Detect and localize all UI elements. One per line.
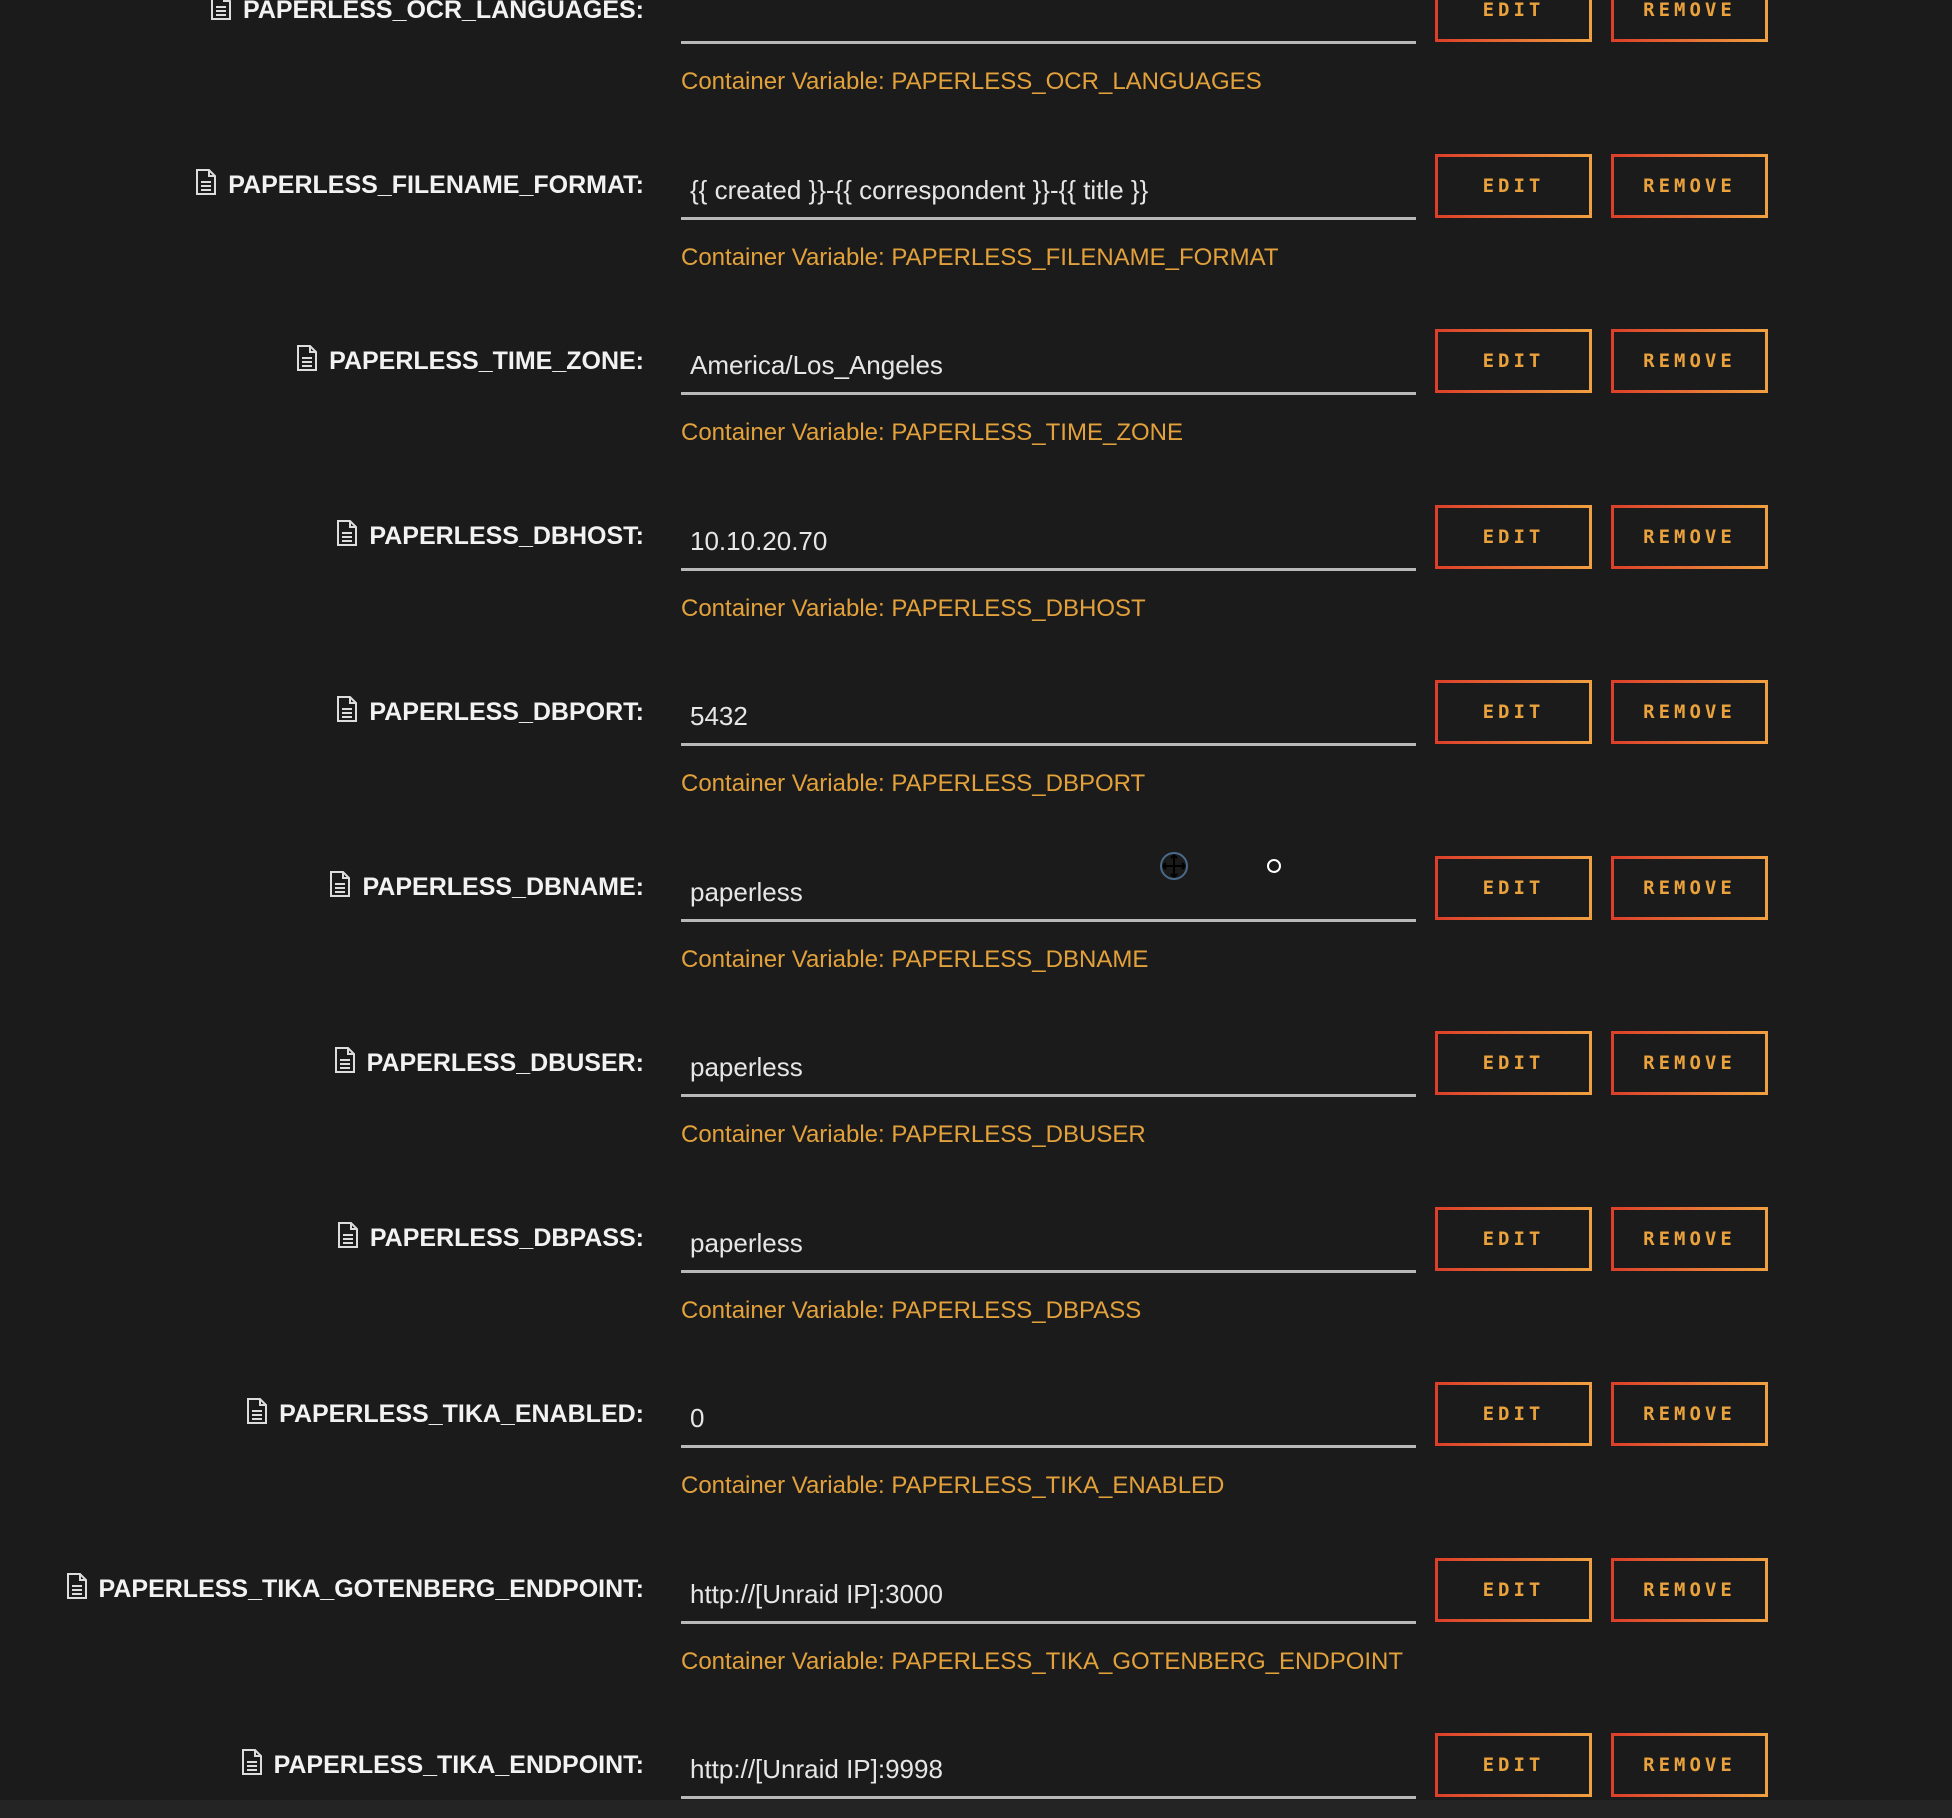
remove-button[interactable]: REMOVE xyxy=(1611,505,1768,569)
variable-value-input[interactable]: 5432 xyxy=(681,690,1416,746)
variable-label xyxy=(65,1574,644,1606)
variable-name: PAPERLESS_DBNAME: xyxy=(362,873,644,901)
variable-label xyxy=(335,696,644,728)
edit-button[interactable]: EDIT xyxy=(1435,1733,1592,1797)
variable-value-input[interactable]: http://[Unraid IP]:9998 xyxy=(681,1743,1416,1799)
bottom-bar xyxy=(0,1800,1952,1818)
variable-name: PAPERLESS_DBPORT: xyxy=(369,697,644,726)
variable-value-input[interactable] xyxy=(681,0,1416,44)
remove-button[interactable]: REMOVE xyxy=(1611,680,1768,744)
remove-button[interactable]: REMOVE xyxy=(1611,1207,1768,1271)
container-variable-hint: Container Variable: PAPERLESS_DBNAME xyxy=(681,945,1149,973)
variable-name: PAPERLESS_TIKA_ENABLED: xyxy=(279,1399,644,1428)
pointer-circle-icon xyxy=(1266,858,1282,879)
variable-name: PAPERLESS_TIME_ZONE: xyxy=(329,346,644,375)
remove-button[interactable]: REMOVE xyxy=(1611,0,1768,42)
document-icon xyxy=(245,1397,269,1432)
variable-name: PAPERLESS_DBUSER: xyxy=(366,1048,644,1077)
document-icon xyxy=(209,0,233,28)
edit-button[interactable]: EDIT xyxy=(1435,154,1592,218)
move-cursor-icon xyxy=(1159,851,1189,886)
document-icon xyxy=(295,344,319,379)
container-variable-hint: Container Variable: PAPERLESS_TIKA_ENABLED xyxy=(681,1472,1225,1499)
remove-button[interactable]: REMOVE xyxy=(1611,1558,1768,1622)
variable-value-input[interactable]: http://[Unraid IP]:3000 xyxy=(681,1568,1416,1624)
remove-button[interactable]: REMOVE xyxy=(1611,1031,1768,1095)
container-variable-hint: Container Variable: PAPERLESS_TIME_ZONE xyxy=(681,419,1183,446)
variable-label xyxy=(335,521,644,553)
variable-label xyxy=(295,345,644,377)
document-icon xyxy=(240,1748,264,1783)
edit-button[interactable]: EDIT xyxy=(1435,0,1592,42)
container-variable-hint: Container Variable: PAPERLESS_DBPASS xyxy=(681,1296,1142,1324)
container-variable-hint: Container Variable: PAPERLESS_FILENAME_FORMAT xyxy=(681,243,1279,271)
edit-button[interactable]: EDIT xyxy=(1435,1558,1592,1622)
variable-label xyxy=(328,872,644,904)
variable-value-input[interactable]: paperless xyxy=(681,866,1416,922)
document-icon xyxy=(328,870,352,905)
edit-button[interactable]: EDIT xyxy=(1435,329,1592,393)
variable-value-input[interactable]: 10.10.20.70 xyxy=(681,515,1416,571)
container-variable-hint: Container Variable: PAPERLESS_OCR_LANGUAGES xyxy=(681,68,1262,95)
container-variable-hint: Container Variable: PAPERLESS_TIKA_GOTENBERG_ENDPOINT xyxy=(681,1647,1404,1675)
document-icon xyxy=(335,519,359,554)
container-variable-hint: Container Variable: PAPERLESS_DBUSER xyxy=(681,1121,1146,1148)
remove-button[interactable]: REMOVE xyxy=(1611,856,1768,920)
variable-name: PAPERLESS_DBHOST: xyxy=(369,522,644,550)
remove-button[interactable]: REMOVE xyxy=(1611,329,1768,393)
document-icon xyxy=(335,695,359,730)
variable-label xyxy=(245,1398,644,1430)
remove-button[interactable]: REMOVE xyxy=(1611,154,1768,218)
variable-name: PAPERLESS_DBPASS: xyxy=(369,1224,644,1252)
variable-name: PAPERLESS_TIKA_ENDPOINT: xyxy=(273,1750,644,1779)
edit-button[interactable]: EDIT xyxy=(1435,1031,1592,1095)
container-variable-hint: Container Variable: PAPERLESS_DBHOST xyxy=(681,594,1146,622)
variable-label xyxy=(209,0,644,26)
document-icon xyxy=(65,1572,89,1607)
edit-button[interactable]: EDIT xyxy=(1435,505,1592,569)
variable-label xyxy=(194,170,644,202)
edit-button[interactable]: EDIT xyxy=(1435,856,1592,920)
variable-label xyxy=(333,1047,644,1079)
document-icon xyxy=(194,168,218,203)
edit-button[interactable]: EDIT xyxy=(1435,1382,1592,1446)
variable-value-input[interactable]: America/Los_Angeles xyxy=(681,339,1416,395)
variable-value-input[interactable]: 0 xyxy=(681,1392,1416,1448)
variable-value-input[interactable]: {{ created }}-{{ correspondent }}-{{ title }} xyxy=(681,164,1416,220)
variable-name: PAPERLESS_FILENAME_FORMAT: xyxy=(228,171,644,199)
variable-label xyxy=(240,1749,644,1781)
document-icon xyxy=(336,1221,360,1256)
remove-button[interactable]: REMOVE xyxy=(1611,1382,1768,1446)
container-variable-hint: Container Variable: PAPERLESS_DBPORT xyxy=(681,770,1146,797)
variable-name: PAPERLESS_OCR_LANGUAGES: xyxy=(243,0,644,24)
variable-name: PAPERLESS_TIKA_GOTENBERG_ENDPOINT: xyxy=(98,1575,644,1603)
document-icon xyxy=(333,1046,357,1081)
variable-value-input[interactable]: paperless xyxy=(681,1217,1416,1273)
remove-button[interactable]: REMOVE xyxy=(1611,1733,1768,1797)
edit-button[interactable]: EDIT xyxy=(1435,680,1592,744)
variable-label xyxy=(336,1223,644,1255)
variable-value-input[interactable]: paperless xyxy=(681,1041,1416,1097)
edit-button[interactable]: EDIT xyxy=(1435,1207,1592,1271)
